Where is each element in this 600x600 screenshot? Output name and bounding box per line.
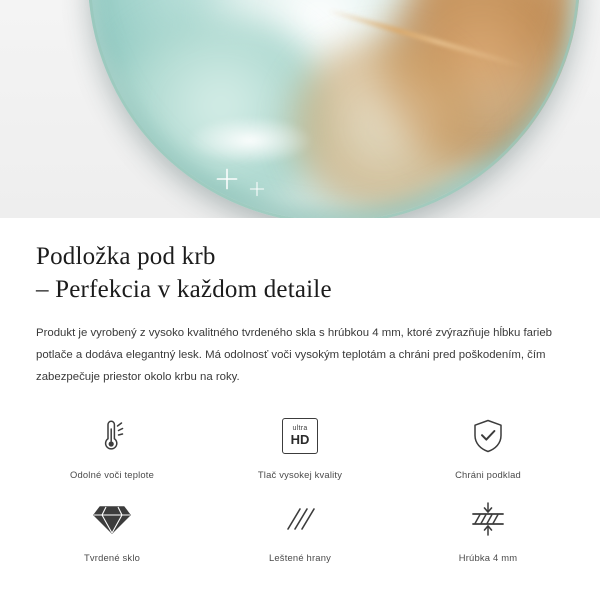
glass-glare [186,116,314,165]
feature-label: Hrúbka 4 mm [458,551,518,563]
feature-item-heat-resistance [18,413,206,480]
feature-grid [0,413,600,563]
diamond-icon [86,496,138,542]
shield-check-icon [462,413,514,459]
ultra-hd-badge-top: ultra [292,425,308,433]
feature-item-print-quality [206,413,394,480]
feature-item-thickness [394,496,582,563]
feature-label: Chráni podklad [455,468,521,480]
ultra-hd-badge-bottom: HD [290,432,310,448]
headline-line-2: – Perfekcia v každom detaile [36,276,332,303]
page-title [36,240,564,306]
feature-item-surface-protection [394,413,582,480]
feature-label: Leštené hrany [268,551,332,563]
ultra-hd-icon [274,413,326,459]
polished-edges-icon [274,496,326,542]
headline-line-1: Podložka pod krb [36,243,216,270]
thickness-icon [462,496,514,542]
marble-blob [285,37,482,214]
feature-item-polished-edges [206,496,394,563]
feature-item-tempered-glass [18,496,206,563]
feature-label: Odolné voči teplote [69,468,155,480]
description-paragraph: Produkt je vyrobený z vysoko kvalitného tvrdeného skla s hrúbkou 4 mm, ktoré zvýrazňuje hĺbku farieb potlače a dodáva elegantný lesk. Má odolnosť voči vysokým teplotám a chráni pred poškodením, čím zabezpečuje priestor okolo krbu na roky. [36,327,552,384]
content-section [0,218,600,389]
thermometer-icon [86,413,138,459]
feature-label: Tvrdené sklo [83,551,141,563]
hero-image [0,0,600,218]
feature-label: Tlač vysokej kvality [257,468,343,480]
